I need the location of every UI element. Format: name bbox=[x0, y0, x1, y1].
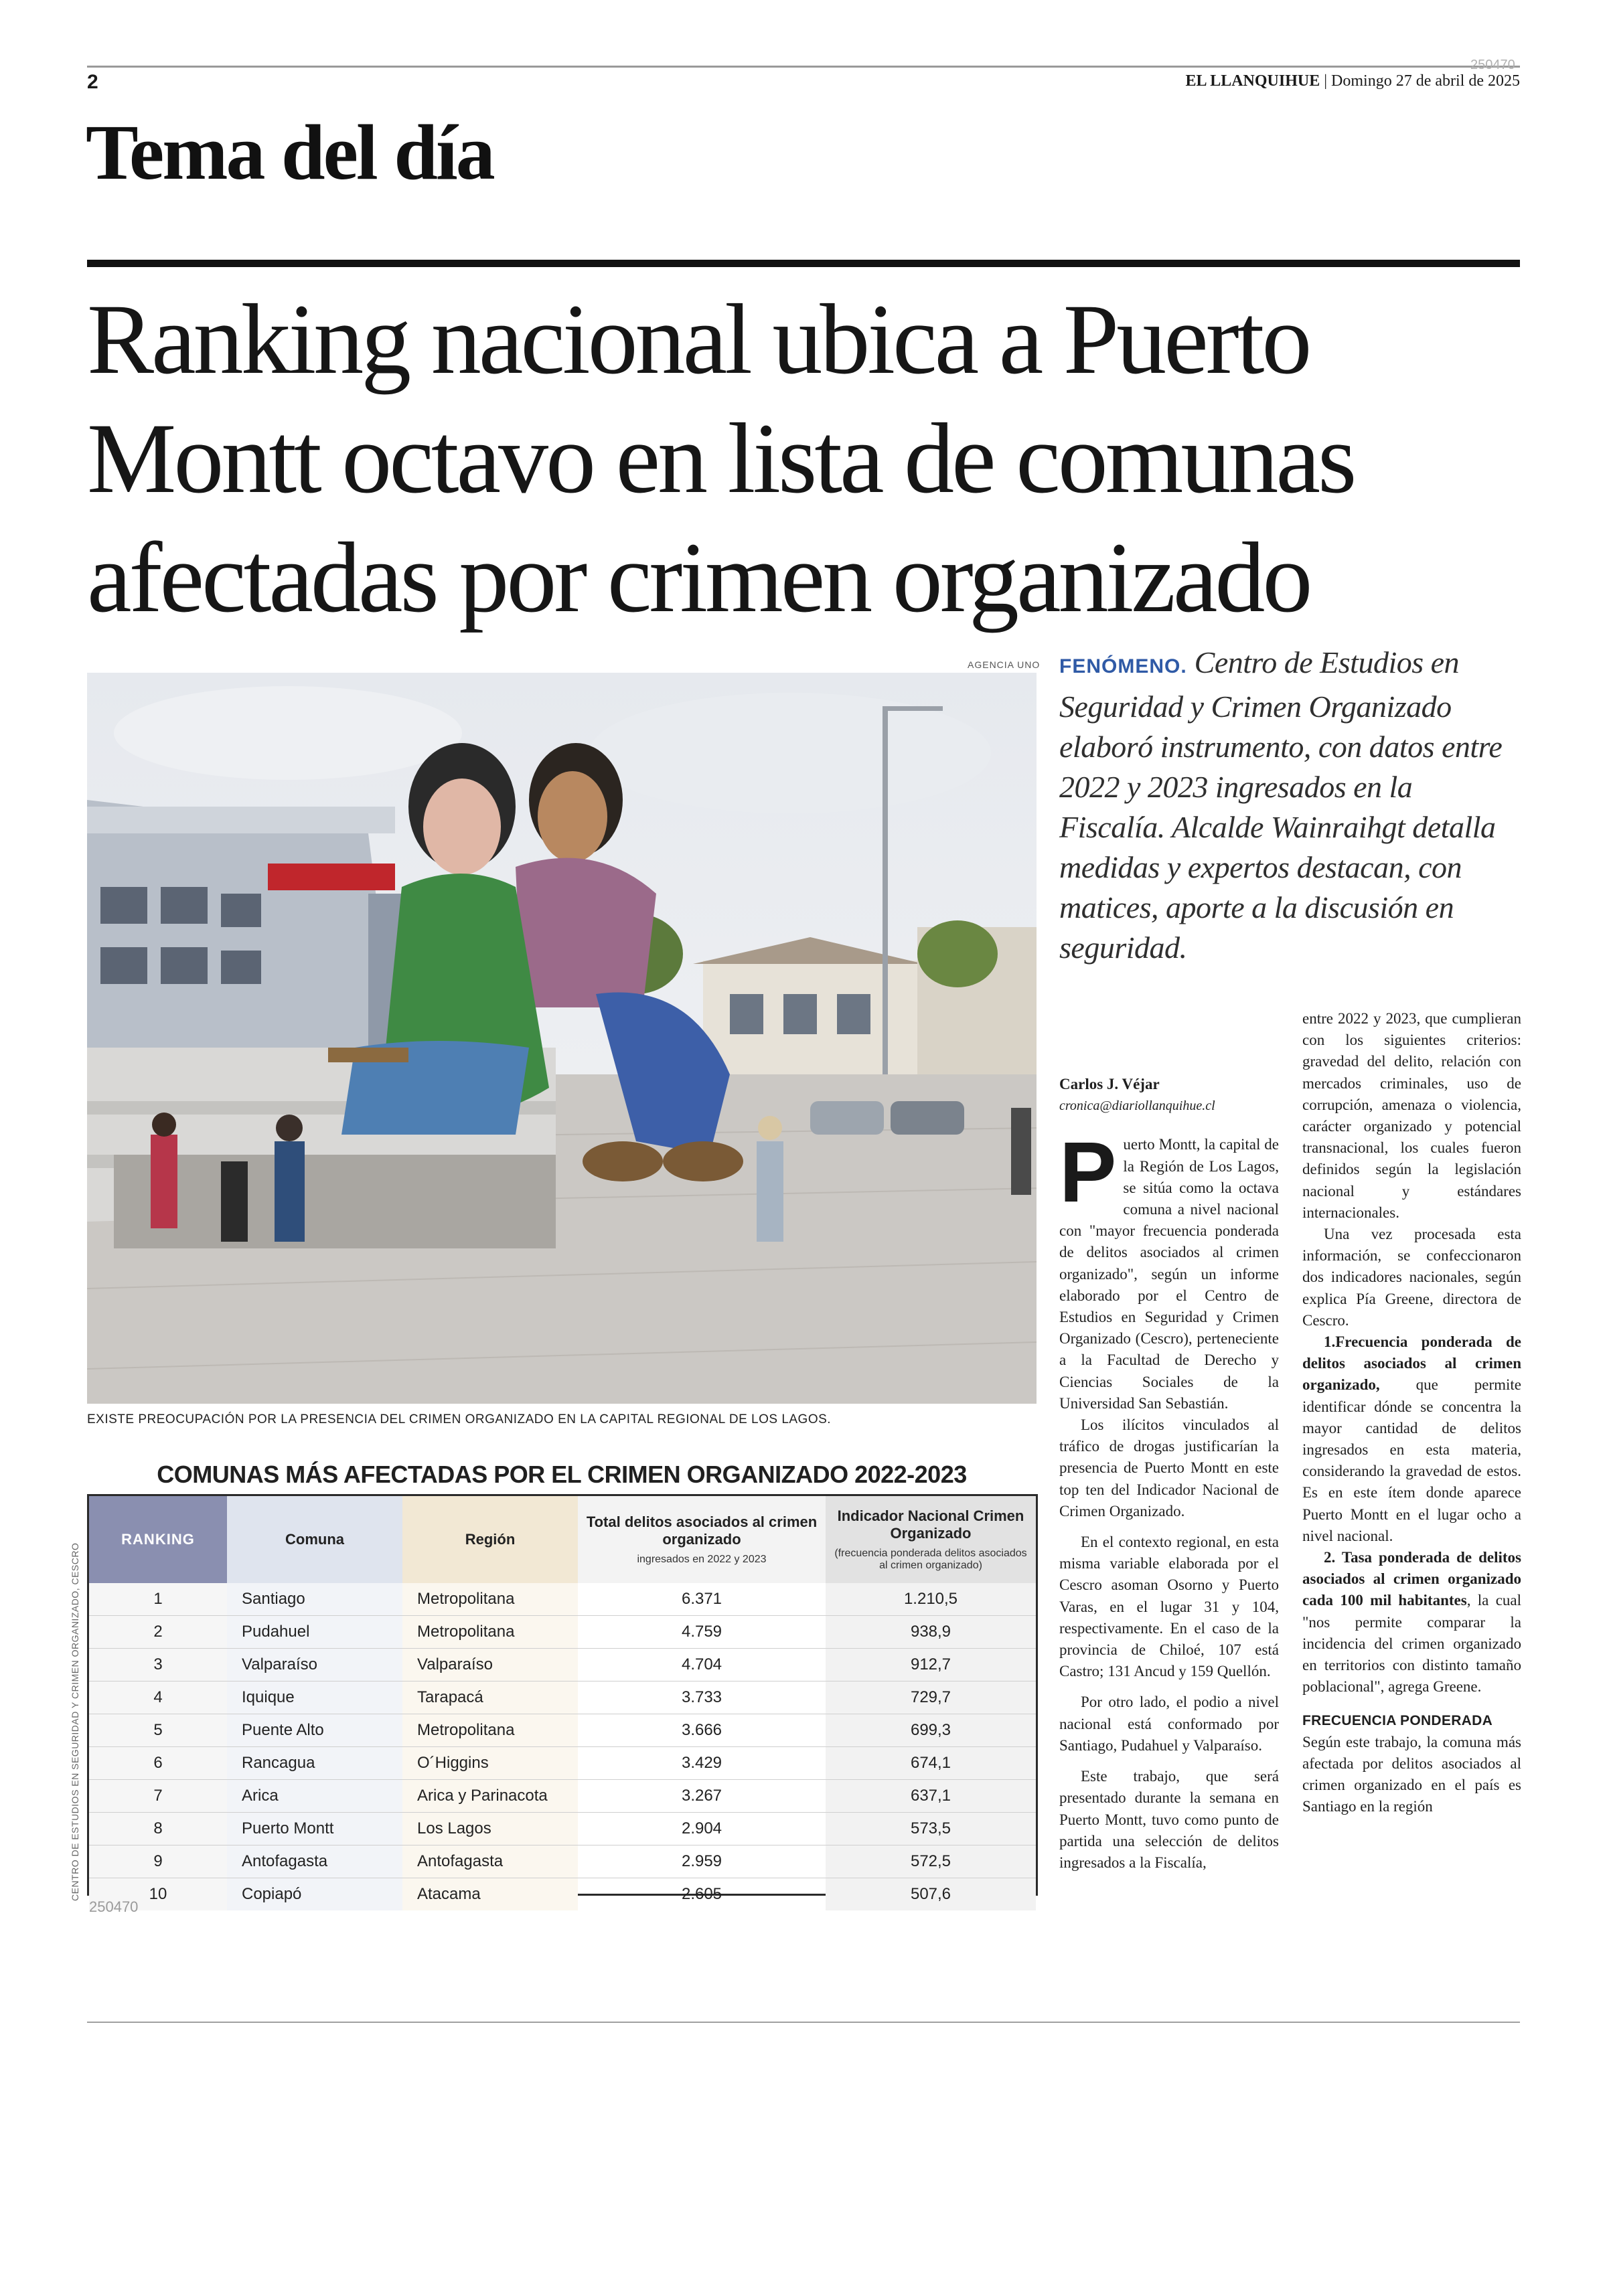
body-bold: 1.Frecuencia ponderada de delitos asociados al crimen organizado, bbox=[1302, 1333, 1521, 1394]
cell-comuna: Iquique bbox=[227, 1682, 402, 1714]
cell-rank: 2 bbox=[89, 1616, 227, 1649]
cell-total: 3.267 bbox=[578, 1780, 826, 1813]
section-title: Tema del día bbox=[86, 108, 493, 196]
body-paragraph: En el contexto regional, en esta misma variable elaborada por el Cescro asoman Osorno y Puerto Varas, en el lugar 31 y 104, respectivamente. En el caso de la provincia de Chiloé, 107 está Castro; 131 Ancud y 159 Quellón. bbox=[1059, 1534, 1279, 1680]
cell-total: 4.704 bbox=[578, 1649, 826, 1682]
author-name: Carlos J. Véjar bbox=[1059, 1076, 1160, 1092]
cell-total: 2.605 bbox=[681, 1885, 722, 1903]
cell-indicador: 507,6 bbox=[826, 1878, 1036, 1911]
body-paragraph bbox=[1302, 1331, 1521, 1547]
col-header-total bbox=[578, 1496, 826, 1583]
lede-text: Centro de Estudios en Seguridad y Crimen Organizado elaboró instrumento, con datos entre 2022 y 2023 ingresados en la Fiscalía. Alcalde Wainraihgt detalla medidas y expertos destacan, con matices, aporte a la discusión en seguridad. bbox=[1059, 645, 1503, 965]
cell-indicador: 729,7 bbox=[826, 1682, 1036, 1714]
col-header-comuna: Comuna bbox=[227, 1496, 402, 1583]
cell-region: Valparaíso bbox=[402, 1649, 578, 1682]
body-text: que permite identificar dónde se concentra la mayor cantidad de delitos ingresados en esta materia, considerando la gravedad de estos. Es en este ítem donde aparece Puerto Montt en el lugar ocho a nivel nacional. bbox=[1302, 1376, 1521, 1544]
table-row bbox=[89, 1846, 1036, 1878]
table-row bbox=[89, 1714, 1036, 1747]
article-headline: Ranking nacional ubica a Puerto Montt octavo en lista de comunas afectadas por crimen organizado bbox=[87, 284, 1355, 633]
author-email: cronica@diariollanquihue.cl bbox=[1059, 1098, 1215, 1114]
table-row bbox=[89, 1747, 1036, 1780]
cell-comuna: Valparaíso bbox=[227, 1649, 402, 1682]
cell-rank: 5 bbox=[89, 1714, 227, 1747]
cell-total: 3.666 bbox=[578, 1714, 826, 1747]
col-header-region: Región bbox=[402, 1496, 578, 1583]
cell-comuna: Puente Alto bbox=[227, 1714, 402, 1747]
cell-region: Metropolitana bbox=[402, 1616, 578, 1649]
cell-total: 2.959 bbox=[578, 1846, 826, 1878]
cell-indicador: 912,7 bbox=[826, 1649, 1036, 1682]
cell-region: Metropolitana bbox=[402, 1714, 578, 1747]
body-paragraph: entre 2022 y 2023, que cumplieran con los siguientes criterios: gravedad del delito, relación con mercados criminales, uso de corrupción, amenaza o violencia, carácter organizado y potencial transnacional, los cuales fueron definidos según la legislación nacional y estándares internacionales. bbox=[1302, 1010, 1521, 1221]
lede-kicker: FENÓMENO. bbox=[1059, 655, 1187, 677]
table-row bbox=[89, 1813, 1036, 1846]
photo-caption: EXISTE PREOCUPACIÓN POR LA PRESENCIA DEL CRIMEN ORGANIZADO EN LA CAPITAL REGIONAL DE LOS LAGOS. bbox=[87, 1412, 832, 1426]
col-header-indicador-label: Indicador Nacional Crimen Organizado bbox=[837, 1507, 1024, 1542]
cell-region: Los Lagos bbox=[402, 1813, 578, 1846]
cell-indicador: 1.210,5 bbox=[826, 1583, 1036, 1616]
cell-indicador: 637,1 bbox=[826, 1780, 1036, 1813]
cell-rank: 3 bbox=[89, 1649, 227, 1682]
col-header-total-sub: ingresados en 2022 y 2023 bbox=[637, 1554, 767, 1565]
cell-rank: 8 bbox=[89, 1813, 227, 1846]
cell-region: Arica y Parinacota bbox=[402, 1780, 578, 1813]
cell-region: Atacama bbox=[402, 1878, 578, 1911]
body-paragraph bbox=[1302, 1547, 1521, 1698]
top-rule bbox=[87, 66, 1520, 68]
body-text: uerto Montt, la capital de la Región de Los Lagos, se sitúa como la octava comuna a nivel nacional con "mayor frecuencia ponderada de delitos asociados al crimen organizado", según un informe elaborado por el Centro de Estudios en Seguridad y Crimen Organizado (Cescro), perteneciente a la Facultad de Derecho y Ciencias Sociales de la Universidad San Sebastián. bbox=[1059, 1136, 1279, 1412]
bottom-rule bbox=[87, 2022, 1520, 2023]
table-row bbox=[89, 1583, 1036, 1616]
cell-region: Antofagasta bbox=[402, 1846, 578, 1878]
masthead: EL LLANQUIHUE | Domingo 27 de abril de 2025 bbox=[1185, 72, 1520, 90]
drop-cap: P bbox=[1059, 1125, 1117, 1221]
col-header-total-label: Total delitos asociados al crimen organizado bbox=[586, 1513, 818, 1548]
cell-comuna: Antofagasta bbox=[227, 1846, 402, 1878]
body-paragraph bbox=[1059, 1125, 1279, 1414]
cell-region: Metropolitana bbox=[402, 1583, 578, 1616]
col-header-indicador bbox=[826, 1496, 1036, 1583]
cell-indicador: 699,3 bbox=[826, 1714, 1036, 1747]
cell-rank: 1 bbox=[89, 1583, 227, 1616]
body-paragraph: Los ilícitos vinculados al tráfico de drogas justificarían la presencia de Puerto Montt en este top ten del Indicador Nacional de Crimen Organizado. bbox=[1059, 1416, 1279, 1520]
cell-rank: 7 bbox=[89, 1780, 227, 1813]
cell-comuna: Rancagua bbox=[227, 1747, 402, 1780]
body-subhead: FRECUENCIA PONDERADA bbox=[1302, 1712, 1493, 1728]
page-stamp-bottom: 250470 bbox=[89, 1898, 139, 1915]
cell-comuna: Pudahuel bbox=[227, 1616, 402, 1649]
cell-comuna: Arica bbox=[227, 1780, 402, 1813]
publication-name: EL LLANQUIHUE bbox=[1185, 72, 1320, 90]
table-row bbox=[89, 1682, 1036, 1714]
table-row bbox=[89, 1878, 1036, 1911]
cell-total: 3.733 bbox=[578, 1682, 826, 1714]
article-column-2 bbox=[1302, 1008, 1521, 1818]
table-header-row bbox=[89, 1496, 1036, 1583]
body-bold: 2. Tasa ponderada de delitos asociados al crimen organizado cada 100 mil habitantes bbox=[1302, 1549, 1521, 1609]
col-header-ranking: RANKING bbox=[89, 1496, 227, 1583]
photo-credit: AGENCIA UNO bbox=[968, 659, 1041, 670]
cell-rank: 10 bbox=[89, 1878, 227, 1911]
cell-total: 2.904 bbox=[578, 1813, 826, 1846]
table-title: COMUNAS MÁS AFECTADAS POR EL CRIMEN ORGANIZADO 2022-2023 bbox=[157, 1461, 967, 1488]
cell-indicador: 938,9 bbox=[826, 1616, 1036, 1649]
cell-region: Tarapacá bbox=[402, 1682, 578, 1714]
cell-indicador: 573,5 bbox=[826, 1813, 1036, 1846]
article-lede bbox=[1059, 643, 1521, 968]
cell-comuna: Copiapó bbox=[227, 1878, 402, 1911]
cell-indicador: 572,5 bbox=[826, 1846, 1036, 1878]
table-row bbox=[89, 1780, 1036, 1813]
body-paragraph: Una vez procesada esta información, se confeccionaron dos indicadores nacionales, según explica Pía Greene, directora de Cescro. bbox=[1302, 1226, 1521, 1329]
cell-indicador: 674,1 bbox=[826, 1747, 1036, 1780]
page-number: 2 bbox=[87, 71, 98, 93]
page-stamp-top: 250470 bbox=[1470, 58, 1515, 72]
publication-date: Domingo 27 de abril de 2025 bbox=[1331, 72, 1520, 90]
cell-comuna: Puerto Montt bbox=[227, 1813, 402, 1846]
col-header-indicador-sub: (frecuencia ponderada delitos asociados al crimen organizado) bbox=[834, 1548, 1027, 1571]
cell-rank: 6 bbox=[89, 1747, 227, 1780]
cell-total: 6.371 bbox=[578, 1583, 826, 1616]
cell-region: O´Higgins bbox=[402, 1747, 578, 1780]
article-column-1 bbox=[1059, 1074, 1279, 1874]
table-row bbox=[89, 1616, 1036, 1649]
body-paragraph: Este trabajo, que será presentado durante la semana en Puerto Montt, tuvo como punto de partida una selección de delitos ingresados a la Fiscalía, bbox=[1059, 1768, 1279, 1871]
body-paragraph: Por otro lado, el podio a nivel nacional está conformado por Santiago, Pudahuel y Valparaíso. bbox=[1059, 1694, 1279, 1754]
body-text: , la cual "nos permite comparar la incidencia del crimen organizado en territorios con distinto tamaño poblacional", agrega Greene. bbox=[1302, 1592, 1522, 1696]
cell-total: 3.429 bbox=[578, 1747, 826, 1780]
cell-comuna: Santiago bbox=[227, 1583, 402, 1616]
table-row bbox=[89, 1649, 1036, 1682]
table-source: CENTRO DE ESTUDIOS EN SEGURIDAD Y CRIMEN ORGANIZADO, CESCRO bbox=[70, 1542, 80, 1901]
cell-total: 4.759 bbox=[578, 1616, 826, 1649]
ranking-table bbox=[87, 1494, 1038, 1903]
photo-illustration bbox=[87, 673, 1037, 1404]
body-paragraph: Según este trabajo, la comuna más afectada por delitos asociados al crimen organizado en el país es Santiago en la región bbox=[1302, 1733, 1521, 1815]
section-rule bbox=[87, 260, 1520, 267]
cell-rank: 9 bbox=[89, 1846, 227, 1878]
article-photo bbox=[87, 673, 1037, 1404]
cell-rank: 4 bbox=[89, 1682, 227, 1714]
